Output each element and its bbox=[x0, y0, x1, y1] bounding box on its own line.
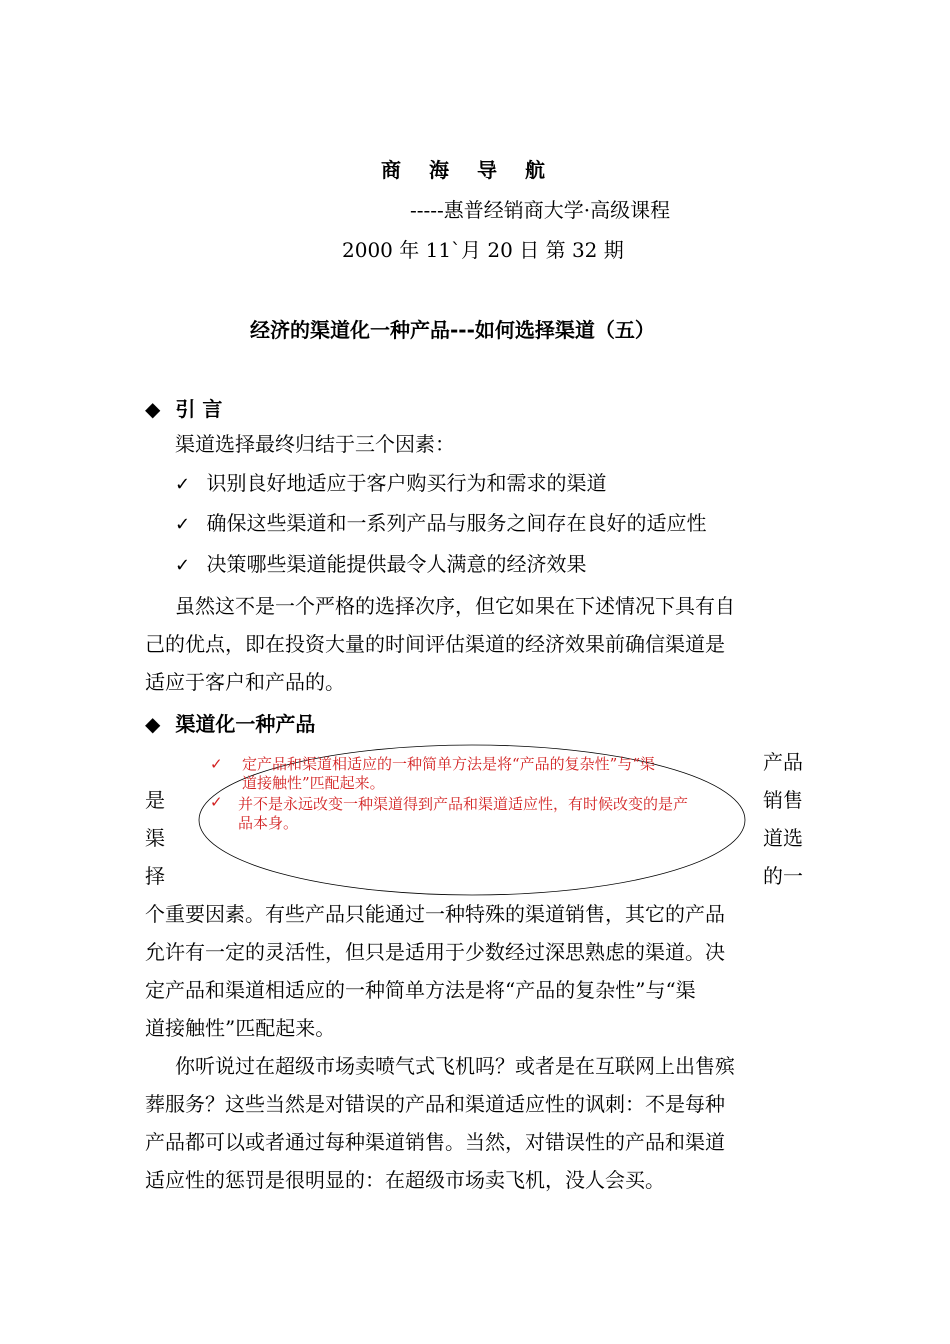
wrapped-chars-right: 销售 bbox=[763, 788, 803, 812]
diamond-bullet-icon: ◆ bbox=[145, 712, 161, 736]
checkmark-icon: ✓ bbox=[210, 793, 223, 811]
paragraph-line: 个重要因素。有些产品只能通过一种特殊的渠道销售，其它的产品 bbox=[145, 902, 725, 926]
wrapped-char-left: 渠 bbox=[145, 826, 165, 850]
check-item-text: 确保这些渠道和一系列产品与服务之间存在良好的适应性 bbox=[206, 511, 707, 535]
wrapped-chars-right: 的一 bbox=[763, 864, 803, 888]
callout-note bbox=[210, 793, 223, 812]
paragraph-line: 虽然这不是一个严格的选择次序，但它如果在下述情况下具有自 bbox=[175, 594, 735, 618]
paragraph-line: 适应性的惩罚是很明显的：在超级市场卖飞机，没人会买。 bbox=[145, 1168, 665, 1192]
paragraph-line: 产品都可以或者通过每种渠道销售。当然，对错误性的产品和渠道 bbox=[145, 1130, 725, 1154]
check-item-text: 识别良好地适应于客户购买行为和需求的渠道 bbox=[206, 471, 607, 495]
diamond-bullet-icon: ◆ bbox=[145, 397, 161, 421]
paragraph-line: 葬服务？这些当然是对错误的产品和渠道适应性的讽刺：不是每种 bbox=[145, 1092, 725, 1116]
checkmark-icon: ✓ bbox=[210, 755, 223, 773]
check-item bbox=[175, 464, 606, 504]
paragraph-line: 你听说过在超级市场卖喷气式飞机吗？或者是在互联网上出售殡 bbox=[175, 1054, 735, 1078]
callout-note-text: 并不是永远改变一种渠道得到产品和渠道适应性，有时候改变的是产 bbox=[238, 795, 689, 813]
section-channel-heading bbox=[145, 708, 315, 737]
callout-note-text: 定产品和渠道相适应的一种简单方法是将“产品的复杂性”与“渠 bbox=[242, 755, 656, 773]
paragraph-line: 适应于客户和产品的。 bbox=[145, 670, 345, 694]
callout-note-text: 道接触性”匹配起来。 bbox=[242, 774, 385, 792]
checkmark-icon: ✓ bbox=[175, 514, 191, 535]
callout-note-text: 品本身。 bbox=[238, 814, 299, 832]
wrapped-chars-right: 产品 bbox=[763, 750, 803, 774]
article-title: 经济的渠道化一种产品---如何选择渠道（五） bbox=[250, 318, 655, 342]
section-heading-text: 引 言 bbox=[175, 397, 223, 421]
section-heading-text: 渠道化一种产品 bbox=[175, 712, 316, 736]
issue-date: 2000 年 11`月 20 日 第 32 期 bbox=[342, 238, 624, 262]
check-item bbox=[175, 545, 586, 585]
callout-note bbox=[210, 755, 223, 774]
newsletter-title: 商海导航 bbox=[381, 158, 573, 182]
wrapped-chars-right: 道选 bbox=[763, 826, 803, 850]
wrapped-char-left: 是 bbox=[145, 788, 165, 812]
wrapped-char-left: 择 bbox=[145, 864, 165, 888]
newsletter-subtitle: -----惠普经销商大学·高级课程 bbox=[410, 198, 671, 222]
check-item bbox=[175, 504, 706, 544]
checkmark-icon: ✓ bbox=[175, 555, 191, 576]
paragraph-line: 允许有一定的灵活性，但只是适用于少数经过深思熟虑的渠道。决 bbox=[145, 940, 725, 964]
paragraph-line: 道接触性”匹配起来。 bbox=[145, 1016, 336, 1040]
paragraph-line: 定产品和渠道相适应的一种简单方法是将“产品的复杂性”与“渠 bbox=[145, 978, 696, 1002]
section-intro-heading bbox=[145, 393, 222, 422]
intro-line: 渠道选择最终归结于三个因素： bbox=[175, 432, 455, 456]
paragraph-line: 己的优点，即在投资大量的时间评估渠道的经济效果前确信渠道是 bbox=[145, 632, 725, 656]
check-item-text: 决策哪些渠道能提供最令人满意的经济效果 bbox=[206, 552, 587, 576]
checkmark-icon: ✓ bbox=[175, 474, 191, 495]
